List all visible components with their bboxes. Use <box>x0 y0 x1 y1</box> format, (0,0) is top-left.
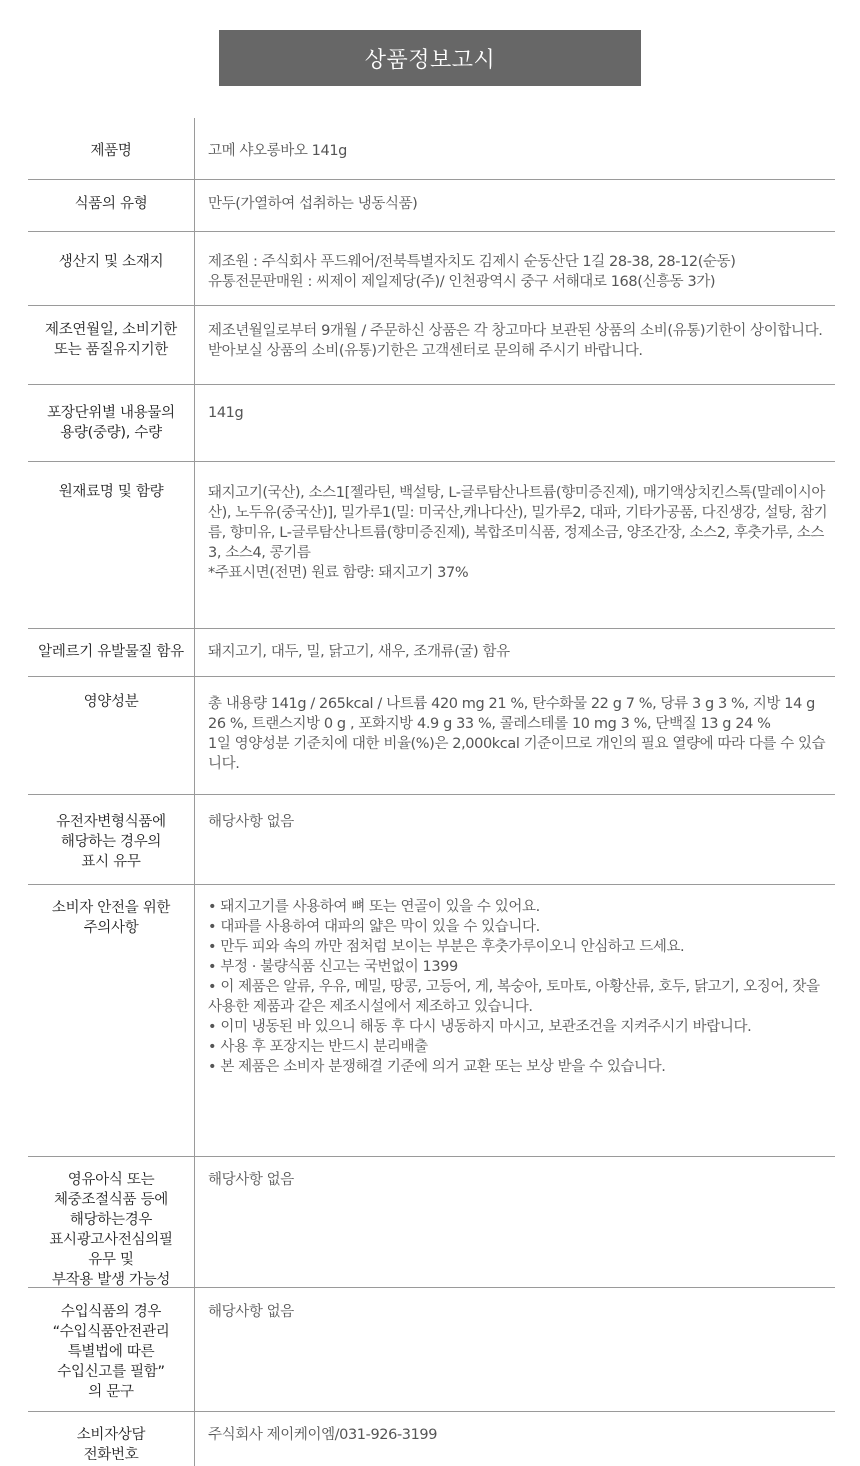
row-value: 해당사항 없음 <box>208 1304 294 1320</box>
row-value: 주식회사 제이케이엠/031-926-3199 <box>208 1427 438 1443</box>
table-row-nutrition <box>28 677 835 795</box>
row-value: 돼지고기, 대두, 밀, 닭고기, 새우, 조개류(굴) 함유 <box>208 644 510 660</box>
row-value: 총 내용량 141g / 265kcal / 나트륨 420 mg 21 %, 탄수화물 22 g 7 %, 당류 3 g 3 %, 지방 14 g 26 %, 트랜스지방 0 g , 포화지방 4.9 g 33 %, 콜레스테롤 10 mg 3 %, 단백질 13 g 24 % 1일 영양성분 기준치에 대한 비율(%)은 2,000kcal 기준이므로 개인의 필요 열량에 따라 다를 수 있습니다. <box>208 696 826 772</box>
row-value: 해당사항 없음 <box>208 814 294 830</box>
row-label: 알레르기 유발물질 함유 <box>28 629 195 676</box>
row-label: 생산지 및 소재지 <box>28 232 195 305</box>
row-value: • 돼지고기를 사용하여 뼈 또는 연골이 있을 수 있어요. • 대파를 사용하여 대파의 얇은 막이 있을 수 있습니다. • 만두 피와 속의 까만 점처럼 보이는 부분은 후춧가루이오니 안심하고 드세요. • 부정 · 불량식품 신고는 국번없이 1399 • 이 제품은 알류, 우유, 메밀, 땅콩, 고등어, 게, 복숭아, 토마토, 아황산류, 호두, 닭고기, 오징어, 잣을 사용한 제품과 같은 제조시설에서 제조하고 있습니다. • 이미 냉동된 바 있으니 해동 후 다시 냉동하지 마시고, 보관조건을 지켜주시기 바랍니다. • 사용 후 포장지는 반드시 분리배출 • 본 제품은 소비자 분쟁해결 기준에 의거 교환 또는 보상 받을 수 있습니다. <box>208 899 820 1075</box>
table-row-contact <box>28 1412 835 1466</box>
row-label: 포장단위별 내용물의 용량(중량), 수량 <box>28 385 195 461</box>
table-row-ingredients <box>28 462 835 629</box>
table-row-gmo <box>28 795 835 885</box>
row-label: 유전자변형식품에 해당하는 경우의 표시 유무 <box>28 795 195 884</box>
page-title: 상품정보고시 <box>219 30 641 86</box>
row-value: 고메 샤오롱바오 141g <box>208 143 347 159</box>
row-label: 제조연월일, 소비기한 또는 품질유지기한 <box>28 306 195 384</box>
row-label: 영유아식 또는 체중조절식품 등에 해당하는경우 표시광고사전심의필 유무 및 부작용 발생 가능성 <box>28 1157 195 1287</box>
table-row-capacity <box>28 385 835 462</box>
table-row-food-type <box>28 180 835 232</box>
row-value: 해당사항 없음 <box>208 1172 294 1188</box>
row-label: 원재료명 및 함량 <box>28 462 195 628</box>
product-info-table <box>28 118 835 1466</box>
table-row-product-name <box>28 118 835 180</box>
row-label: 영양성분 <box>28 677 195 794</box>
row-label: 제품명 <box>28 118 195 179</box>
table-row-origin <box>28 232 835 306</box>
row-label: 소비자 안전을 위한 주의사항 <box>28 885 195 1156</box>
row-value: 제조년월일로부터 9개월 / 주문하신 상품은 각 창고마다 보관된 상품의 소비(유통)기한이 상이합니다. 받아보실 상품의 소비(유통)기한은 고객센터로 문의해 주시기 바랍니다. <box>208 323 823 359</box>
table-row-imported-food <box>28 1288 835 1412</box>
row-label: 수입식품의 경우 “수입식품안전관리 특별법에 따른 수입신고를 필함” 의 문구 <box>28 1288 195 1411</box>
row-value: 141g <box>208 405 244 421</box>
row-value: 만두(가열하여 섭취하는 냉동식품) <box>208 196 418 212</box>
table-row-safety-notice <box>28 885 835 1157</box>
table-row-infant-diet <box>28 1157 835 1288</box>
row-label: 식품의 유형 <box>28 180 195 231</box>
table-row-expiry <box>28 306 835 385</box>
table-row-allergens <box>28 629 835 677</box>
row-label: 소비자상담 전화번호 <box>28 1412 195 1466</box>
row-value: 제조원 : 주식회사 푸드웨어/전북특별자치도 김제시 순동산단 1길 28-38, 28-12(순동) 유통전문판매원 : 씨제이 제일제당(주)/ 인천광역시 중구 서해대로 168(신흥동 3가) <box>208 254 736 290</box>
row-value: 돼지고기(국산), 소스1[젤라틴, 백설탕, L-글루탐산나트륨(향미증진제), 매기액상치킨스톡(말레이시아산), 노두유(중국산)], 밀가루1(밀: 미국산,캐나다산), 밀가루2, 대파, 기타가공품, 다진생강, 설탕, 참기름, 향미유, L-글루탐산나트륨(향미증진제), 복합조미식품, 정제소금, 양조간장, 소스2, 후춧가루, 소스3, 소스4, 콩기름 *주표시면(전면) 원료 함량: 돼지고기 37% <box>208 485 828 581</box>
